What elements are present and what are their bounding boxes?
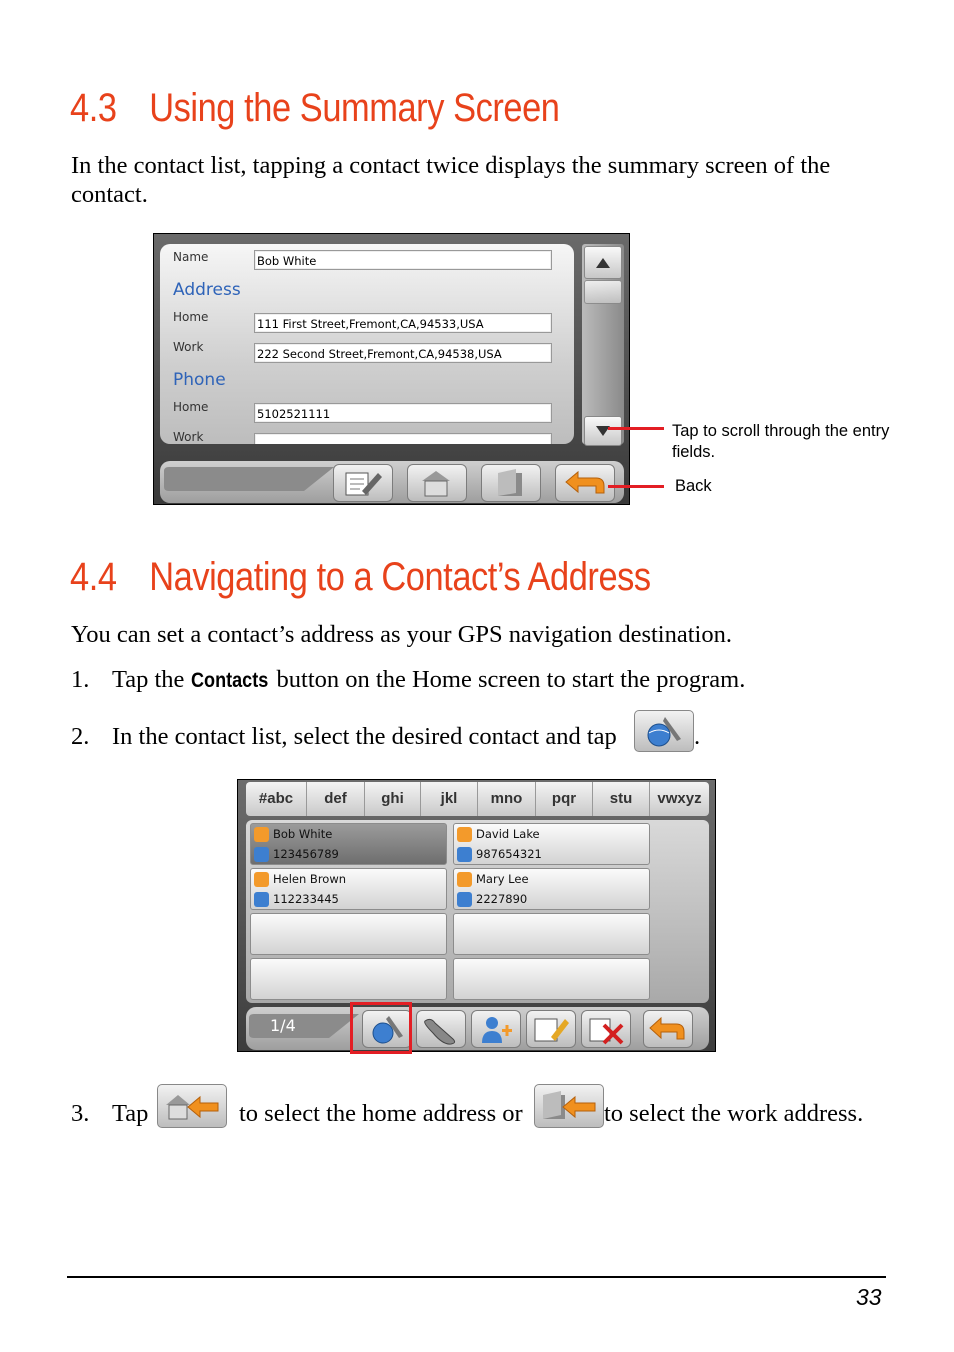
step-3-number: 3. [71, 1100, 90, 1127]
work-address-button[interactable] [481, 464, 541, 502]
step-3-post: to select the work address. [604, 1100, 864, 1127]
section-intro: You can set a contact’s address as your GPS navigation destination. [71, 621, 732, 648]
scroll-rail [582, 244, 624, 444]
contact-phone: 112233445 [273, 892, 339, 906]
section-number: 4.3 [70, 86, 117, 130]
toolbar-tab-shape [164, 465, 334, 495]
tab-stu[interactable]: stu [593, 782, 650, 816]
contact-form-panel [160, 244, 574, 444]
section-title: Navigating to a Contact’s Address [149, 555, 651, 599]
name-label: Name [173, 250, 209, 264]
home-address-field[interactable]: 111 First Street,Fremont,CA,94533,USA [254, 313, 552, 333]
contact-phone: 2227890 [476, 892, 528, 906]
contact-name: David Lake [476, 827, 540, 841]
home-address-button-inline [157, 1084, 227, 1128]
contact-name: Bob White [273, 827, 333, 841]
phone-icon [254, 892, 269, 907]
home-address-icon [408, 465, 466, 501]
back-callout-text: Back [675, 477, 712, 495]
navigate-button-inline [634, 710, 694, 752]
folder-icon [482, 465, 540, 501]
delete-icon [582, 1011, 630, 1047]
phone-work-field[interactable] [254, 433, 552, 444]
phone-home-label: Home [173, 400, 209, 414]
tab-def[interactable]: def [307, 782, 365, 816]
contact-card-bob-white[interactable] [250, 823, 447, 865]
empty-contact-slot [453, 913, 650, 955]
tab-vwxyz[interactable]: vwxyz [657, 790, 702, 807]
tab-ghi[interactable]: ghi [365, 782, 421, 816]
person-icon [457, 872, 472, 887]
alphabet-tab-bar [246, 782, 709, 816]
back-button[interactable] [555, 464, 615, 502]
phone-work-label: Work [173, 430, 204, 444]
edit-contact-button[interactable] [526, 1010, 576, 1048]
person-icon [457, 827, 472, 842]
back-arrow-icon [556, 465, 614, 501]
contact-phone: 987654321 [476, 847, 542, 861]
navigate-button-highlight [350, 1002, 412, 1054]
step-2-end: . [694, 723, 701, 750]
home-address-icon [158, 1085, 226, 1127]
address-heading: Address [173, 280, 241, 300]
page-indicator: 1/4 [270, 1016, 296, 1035]
section-intro: In the contact list, tapping a contact twice displays the summary screen of the contact. [71, 152, 831, 208]
back-callout-line [608, 485, 664, 488]
back-button[interactable] [643, 1010, 693, 1048]
section-title: Using the Summary Screen [149, 86, 560, 130]
summary-toolbar [160, 461, 624, 503]
navigate-globe-icon [635, 711, 693, 751]
footer-rule [67, 1276, 886, 1278]
work-label: Work [173, 340, 204, 354]
contacts-keyword: Contacts [190, 669, 268, 692]
phone-heading: Phone [173, 370, 226, 390]
contact-name: Helen Brown [273, 872, 347, 886]
contact-card-helen-brown[interactable] [250, 868, 447, 910]
empty-contact-slot [453, 958, 650, 1000]
phone-home-field[interactable]: 5102521111 [254, 403, 552, 423]
edit-button[interactable] [333, 464, 393, 502]
section-number: 4.4 [70, 555, 117, 599]
section-heading-4-4 [70, 555, 651, 600]
step-1-number: 1. [71, 666, 90, 693]
back-arrow-icon [644, 1011, 692, 1047]
step-2-number: 2. [71, 723, 90, 750]
home-label: Home [173, 310, 209, 324]
edit-icon [334, 465, 392, 501]
empty-contact-slot [250, 913, 447, 955]
step-3-pre: Tap [112, 1100, 149, 1127]
scroll-callout-line [608, 427, 664, 430]
add-person-icon [472, 1011, 520, 1047]
contact-card-david-lake[interactable] [453, 823, 650, 865]
name-field[interactable]: Bob White [254, 250, 552, 270]
step-1-pre: Tap the [112, 666, 185, 693]
scroll-thumb[interactable] [584, 280, 622, 304]
phone-icon [457, 847, 472, 862]
contact-card-mary-lee[interactable] [453, 868, 650, 910]
step-3-mid: to select the home address or [239, 1100, 523, 1127]
edit-icon [527, 1011, 575, 1047]
tab-jkl[interactable]: jkl [421, 782, 478, 816]
tab-mno[interactable]: mno [478, 782, 536, 816]
step-1-text [112, 665, 745, 695]
page-number: 33 [856, 1284, 882, 1310]
section-heading-4-3 [70, 86, 560, 131]
page-indicator-tab [249, 1012, 359, 1042]
summary-screen-screenshot [153, 233, 630, 505]
delete-contact-button[interactable] [581, 1010, 631, 1048]
arrow-up-icon [585, 247, 621, 278]
phone-handset-icon [417, 1011, 465, 1047]
person-icon [254, 872, 269, 887]
add-contact-button[interactable] [471, 1010, 521, 1048]
call-button[interactable] [416, 1010, 466, 1048]
contact-list [246, 820, 709, 1003]
phone-icon [254, 847, 269, 862]
step-2-text: In the contact list, select the desired contact and tap [112, 723, 617, 750]
tab-abc[interactable]: #abc [246, 782, 307, 816]
contact-list-screenshot [237, 779, 716, 1052]
person-icon [254, 827, 269, 842]
scroll-up-button[interactable] [584, 246, 622, 279]
scroll-callout-text: Tap to scroll through the entry fields. [672, 422, 890, 461]
scroll-down-button[interactable] [584, 416, 622, 446]
arrow-down-icon [585, 417, 621, 445]
work-address-field[interactable]: 222 Second Street,Fremont,CA,94538,USA [254, 343, 552, 363]
contact-phone: 123456789 [273, 847, 339, 861]
contact-list-toolbar [246, 1007, 709, 1050]
work-address-button-inline [534, 1084, 604, 1128]
phone-icon [457, 892, 472, 907]
contact-name: Mary Lee [476, 872, 529, 886]
home-address-button[interactable] [407, 464, 467, 502]
folder-icon [535, 1085, 603, 1127]
step-1-post: button on the Home screen to start the program. [276, 666, 746, 693]
tab-pqr[interactable]: pqr [536, 782, 593, 816]
empty-contact-slot [250, 958, 447, 1000]
